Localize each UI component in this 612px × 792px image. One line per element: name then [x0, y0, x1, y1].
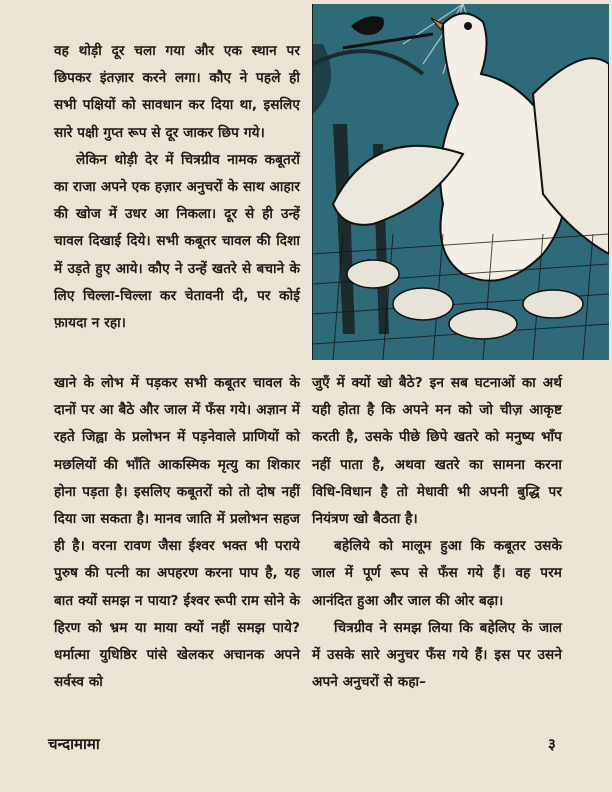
paragraph: खाने के लोभ में पड़कर सभी कबूतर चावल के दानों पर आ बैठे और जाल में फँस गये। अज्ञान में रहते जिह्वा के प्रलोभन में पड़नेवाले प्राणियों को मछलियों की भाँति आकस्मिक मृत्यु का शिकार होना पड़ता है। इसलिए कबूतरों को तो दोष नहीं दिया जा सकता है। मानव जाति में प्रलोभन सहज ही है। वरना रावण जैसा ईश्वर भक्त भी पराये पुरुष की पत्नी का अपहरण करना पाप है, यह बात क्यों समझ न पाया? ईश्वर रूपी राम सोने के हिरण को भ्रम या माया क्यों नहीं समझ पाये? धर्मात्मा युधिष्ठिर पांसे खेलकर अचानक अपने सर्वस्व को — [54, 375, 300, 691]
pigeons-in-net-drawing — [313, 4, 609, 360]
pigeon-illustration — [312, 4, 609, 360]
paragraph: चित्रग्रीव ने समझ लिया कि बहेलिए के जाल में उसके सारे अनुचर फँस गये हैं। इस पर उसने अपने अनुचरों से कहा– — [312, 619, 562, 691]
left-column-bottom — [54, 370, 300, 696]
paragraph: लेकिन थोड़ी देर में चित्रग्रीव नामक कबूतरों का राजा अपने एक हज़ार अनुचरों के साथ आहार की खोज में उधर आ निकला। दूर से ही उन्हें चावल दिखाई दिये। सभी कबूतर चावल की दिशा में उड़ते हुए आये। कौए ने उन्हें खतरे से बचाने के लिए चिल्ला-चिल्ला कर चेतावनी दी, पर कोई फ़ायदा न रहा। — [54, 151, 300, 332]
right-column — [312, 370, 562, 696]
paragraph: वह थोड़ी दूर चला गया और एक स्थान पर छिपकर इंतज़ार करने लगा। कौए ने पहले ही सभी पक्षियों को सावधान कर दिया था, इसलिए सारे पक्षी गुप्त रूप से दूर जाकर छिप गये। — [54, 43, 300, 141]
page-number: ३ — [548, 735, 556, 753]
paragraph: जुएँ में क्यों खो बैठे? इन सब घटनाओं का अर्थ यही होता है कि अपने मन को जो चीज़ आकृष्ट करती है, उसके पीछे छिपे खतरे को मनुष्य भाँप नहीं पाता है, अथवा खतरे का सामना करना विधि-विधान है तो मेधावी भी अपनी बुद्धि पर नियंत्रण खो बैठता है। — [312, 375, 562, 528]
magazine-title: चन्दामामा — [48, 735, 100, 753]
paragraph: बहेलिये को मालूम हुआ कि कबूतर उसके जाल में पूर्ण रूप से फँस गये हैं। वह परम आनंदित हुआ और जाल की ओर बढ़ा। — [312, 538, 562, 609]
left-column-top — [54, 38, 300, 337]
